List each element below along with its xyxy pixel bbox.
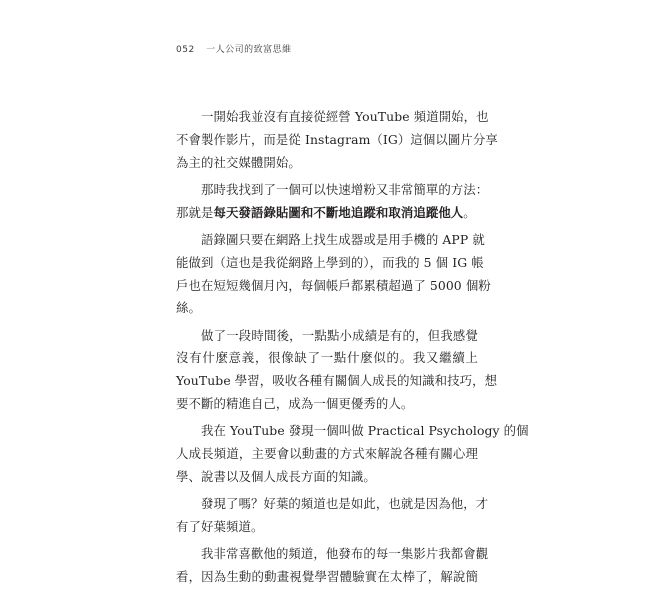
running-header xyxy=(176,42,292,55)
text-line: 絲。 xyxy=(176,300,201,316)
text-line: 人成長頻道，主要會以動畫的方式來解說各種有關心理 xyxy=(176,446,478,462)
text-line: 發現了嗎？好葉的頻道也是如此，也就是因為他，才 xyxy=(201,496,489,512)
text-line: 那時我找到了一個可以快速增粉又非常簡單的方法： xyxy=(201,181,489,197)
text-line-with-emphasis xyxy=(176,202,478,225)
text-line: 為主的社交媒體開始。 xyxy=(176,154,301,170)
emphasis-text: 每天發語錄貼圖和不斷地追蹤和取消追蹤他人 xyxy=(213,204,464,220)
text-segment: 那就是 xyxy=(176,204,214,220)
text-line: 要不斷的精進自己，成為一個更優秀的人。 xyxy=(176,396,414,412)
text-line: 我非常喜歡他的頻道，他發布的每一集影片我都會觀 xyxy=(201,546,489,562)
text-line: 做了一段時間後，一點點小成績是有的，但我感覺 xyxy=(201,327,478,343)
text-line: 一開始我並沒有直接從經營 YouTube 頻道開始，也 xyxy=(201,109,489,124)
page-number: 052 xyxy=(176,45,195,55)
book-title: 一人公司的致富思維 xyxy=(206,45,292,55)
text-line: 學、說書以及個人成長方面的知識。 xyxy=(176,468,376,484)
text-line: YouTube 學習，吸收各種有關個人成長的知識和技巧，想 xyxy=(176,373,498,389)
text-line: 戶也在短短幾個月內，每個帳戶都累積超過了 5000 個粉 xyxy=(176,277,491,293)
text-line: 我在 YouTube 發現一個叫做 Practical Psychology 的個 xyxy=(201,423,529,439)
text-line: 語錄圖只要在網路上找生成器或是用手機的 APP 就 xyxy=(201,231,485,247)
body-text xyxy=(176,106,529,589)
text-line: 不會製作影片，而是從 Instagram（IG）這個以圖片分享 xyxy=(176,131,498,147)
text-line: 沒有什麼意義，很像缺了一點什麼似的。我又繼續上 xyxy=(176,350,478,366)
text-line: 有了好葉頻道。 xyxy=(176,519,264,535)
text-segment: 。 xyxy=(463,204,476,220)
text-line: 能做到（這也是我從網路上學到的），而我的 5 個 IG 帳 xyxy=(176,254,484,270)
text-line: 看，因為生動的動畫視覺學習體驗實在太棒了，解說簡 xyxy=(176,569,478,585)
